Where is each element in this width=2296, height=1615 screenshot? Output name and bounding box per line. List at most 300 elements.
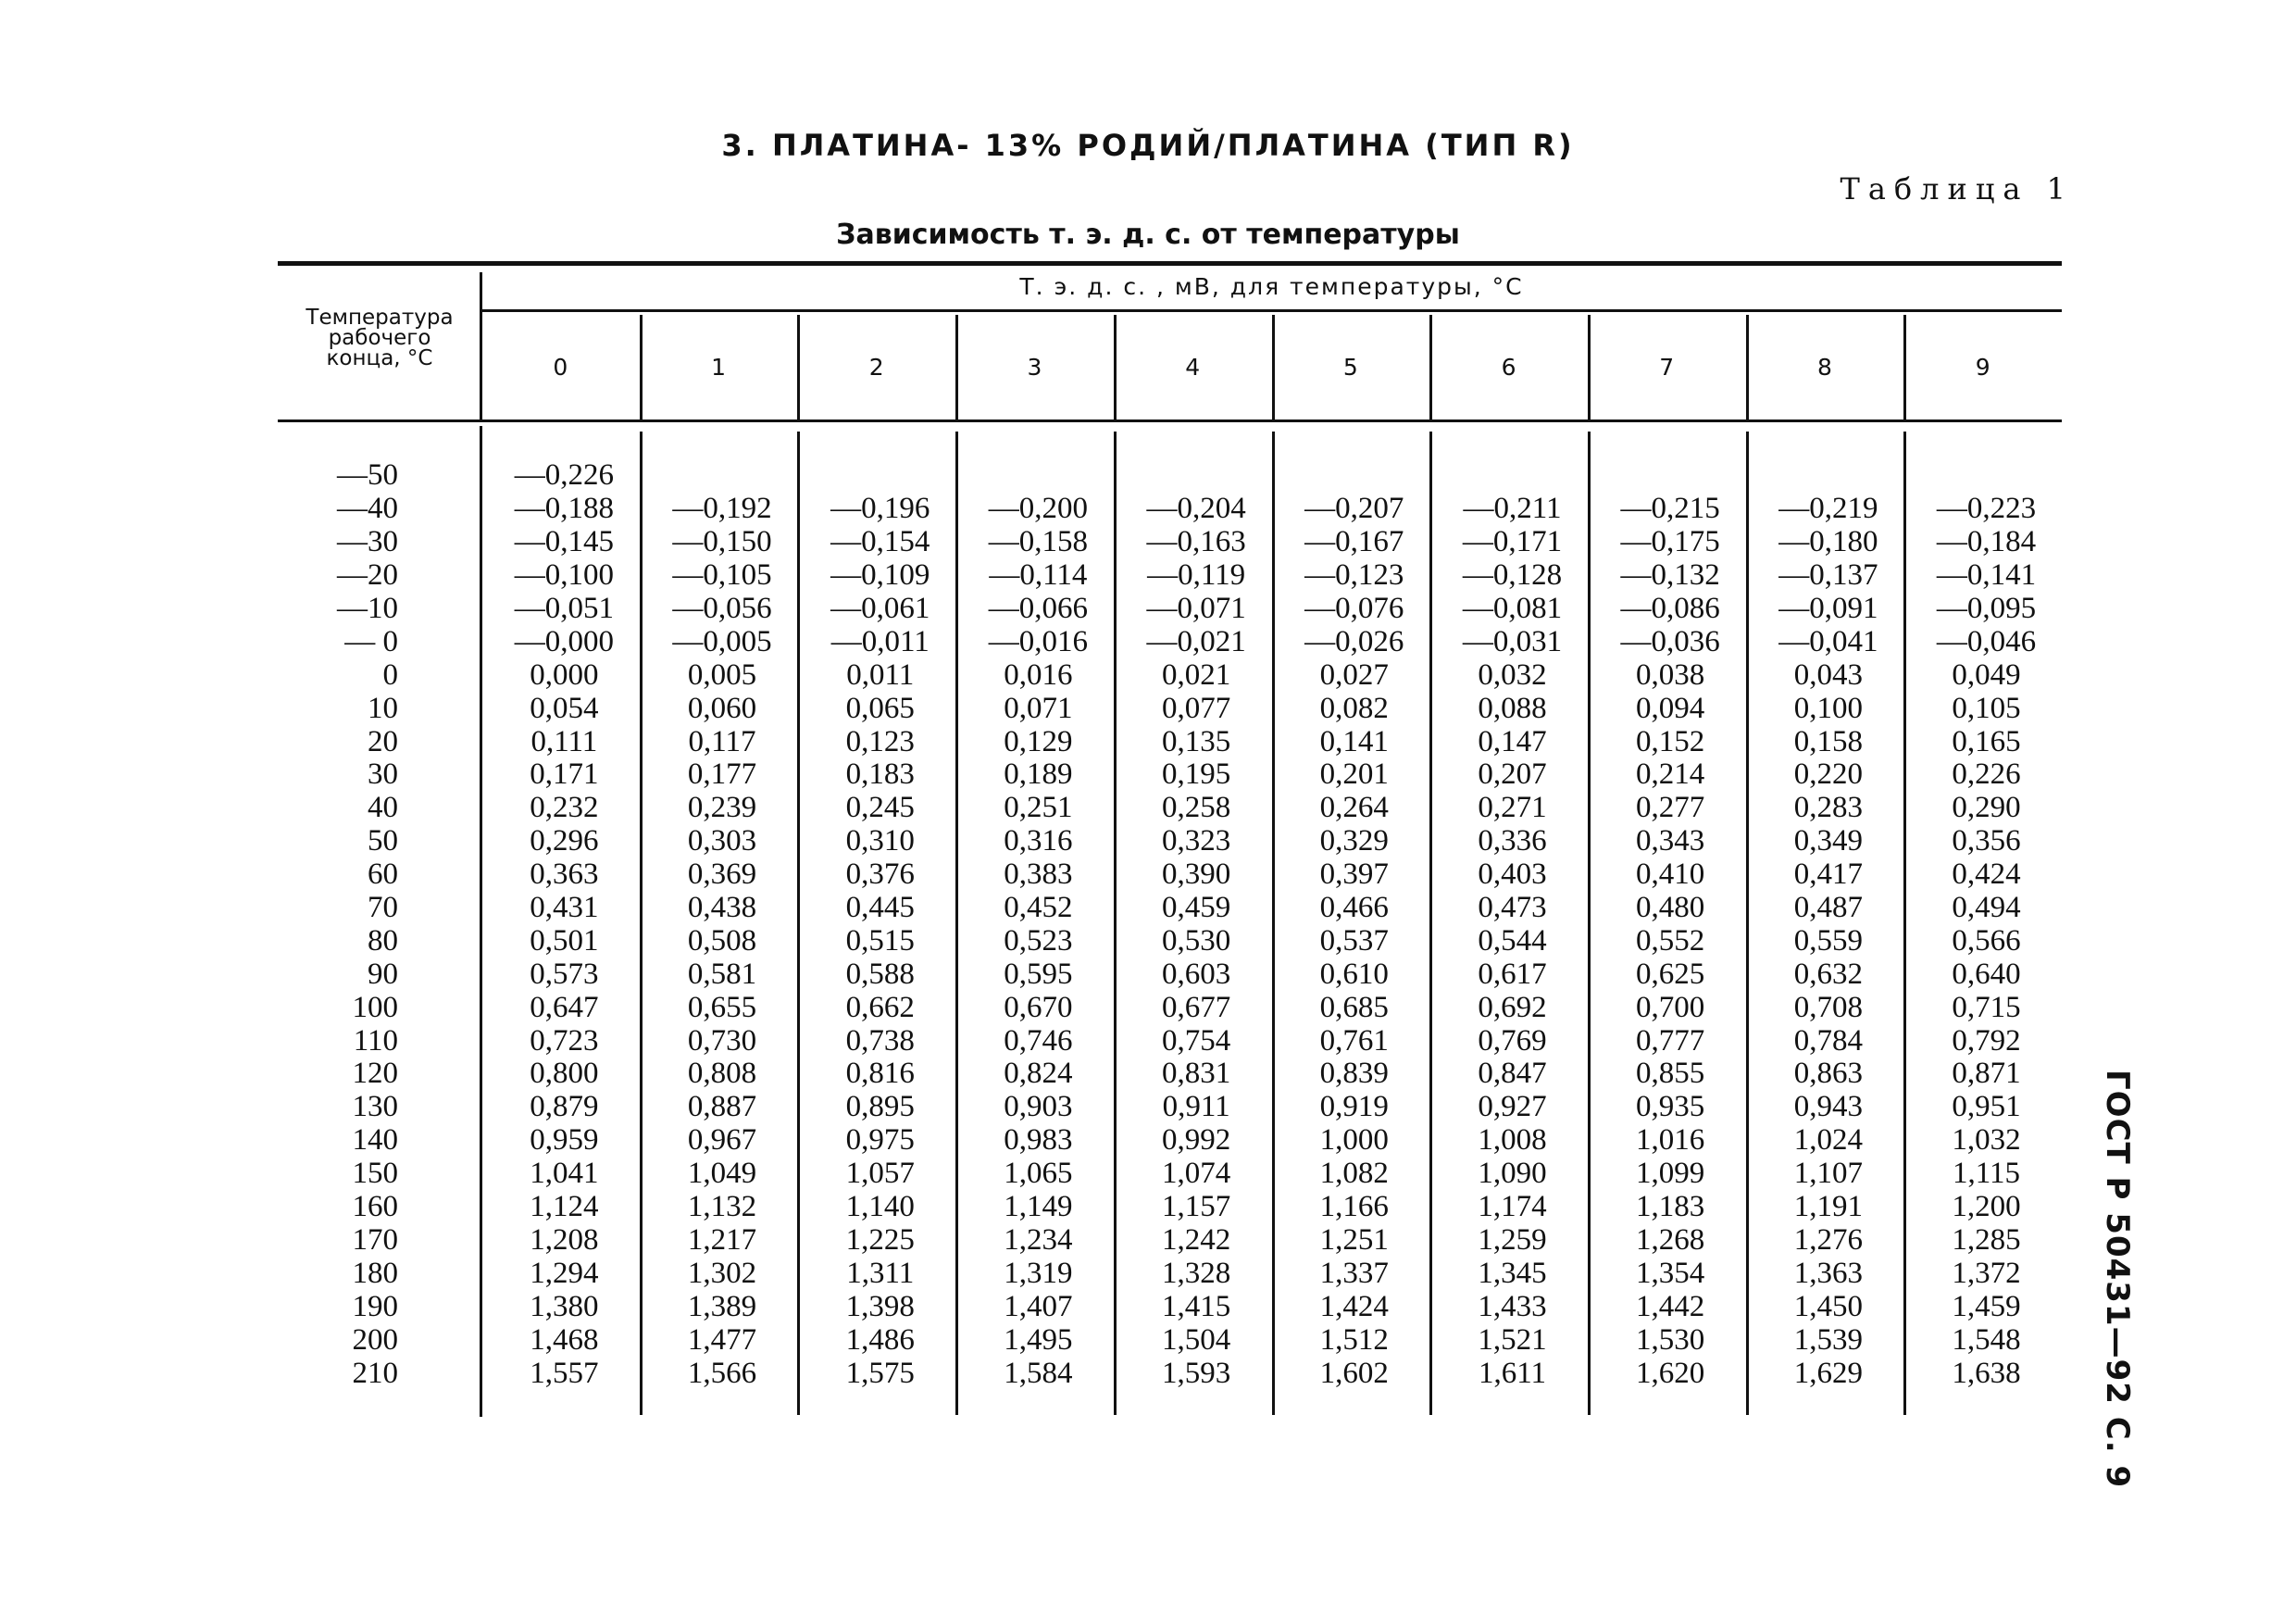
emf-value-cell: 0,201 <box>1319 757 1389 792</box>
emf-value-cell: 1,328 <box>1161 1256 1231 1290</box>
emf-value-cell: 0,000 <box>530 657 599 692</box>
emf-value-cell: 0,424 <box>1952 858 2021 892</box>
emf-value-cell: 1,512 <box>1319 1322 1389 1357</box>
emf-value-cell: 0,863 <box>1793 1057 1863 1091</box>
emf-value-cell: —0,171 <box>1462 525 1563 559</box>
temperature-cell: 210 <box>352 1356 398 1390</box>
emf-value-cell: 0,603 <box>1161 957 1231 991</box>
emf-value-cell: 1,424 <box>1319 1289 1389 1323</box>
emf-value-cell: —0,041 <box>1778 624 1878 658</box>
emf-value-cell: 1,107 <box>1793 1157 1863 1191</box>
emf-value-cell: —0,137 <box>1778 558 1878 593</box>
emf-value-cell: 1,433 <box>1478 1289 1547 1323</box>
emf-value-cell: 1,008 <box>1478 1123 1547 1158</box>
temperature-cell: — 0 <box>344 624 398 658</box>
emf-value-cell: 1,566 <box>687 1356 757 1390</box>
emf-value-cell: 0,021 <box>1161 657 1231 692</box>
emf-value-cell: —0,163 <box>1146 525 1246 559</box>
emf-value-cell: —0,095 <box>1936 592 2037 626</box>
emf-group-header: Т. э. д. с. , мВ, для температуры, °С <box>1019 273 1524 300</box>
header-column-separator <box>1588 315 1591 420</box>
temperature-cell: 70 <box>368 891 398 925</box>
column-header: 1 <box>711 354 726 381</box>
column-header: 3 <box>1027 354 1042 381</box>
table-top-rule <box>278 261 2062 266</box>
temperature-header-line: конца, °С <box>326 346 433 370</box>
emf-value-cell: —0,211 <box>1463 492 1562 526</box>
emf-value-cell: —0,091 <box>1778 592 1878 626</box>
emf-value-cell: 0,769 <box>1478 1023 1547 1058</box>
emf-value-cell: 0,452 <box>1004 891 1073 925</box>
temperature-cell: 130 <box>352 1090 398 1124</box>
emf-value-cell: 1,124 <box>530 1190 599 1224</box>
emf-value-cell: 0,487 <box>1793 891 1863 925</box>
emf-value-cell: —0,011 <box>830 624 930 658</box>
emf-value-cell: 0,016 <box>1004 657 1073 692</box>
emf-value-cell: 0,251 <box>1004 791 1073 825</box>
emf-value-cell: —0,158 <box>988 525 1089 559</box>
emf-value-cell: 1,319 <box>1004 1256 1073 1290</box>
temperature-cell: —30 <box>337 525 398 559</box>
table-row <box>278 1091 2062 1124</box>
table-row <box>278 825 2062 858</box>
emf-value-cell: 1,539 <box>1793 1322 1863 1357</box>
emf-value-cell: 1,548 <box>1952 1322 2021 1357</box>
emf-value-cell: 0,573 <box>530 957 599 991</box>
table-row <box>278 1357 2062 1390</box>
emf-value-cell: —0,100 <box>514 558 614 593</box>
emf-value-cell: 0,232 <box>530 791 599 825</box>
table-row <box>278 792 2062 825</box>
emf-value-cell: 0,011 <box>846 657 915 692</box>
emf-value-cell: 0,670 <box>1004 990 1073 1024</box>
emf-value-cell: 0,383 <box>1004 858 1073 892</box>
emf-value-cell: 0,935 <box>1636 1090 1705 1124</box>
emf-value-cell: 1,584 <box>1004 1356 1073 1390</box>
emf-value-cell: 0,800 <box>530 1057 599 1091</box>
emf-value-cell: 0,397 <box>1319 858 1389 892</box>
emf-value-cell: —0,180 <box>1778 525 1878 559</box>
emf-value-cell: 1,380 <box>530 1289 599 1323</box>
emf-value-cell: 0,967 <box>687 1123 757 1158</box>
emf-value-cell: 0,515 <box>845 923 915 958</box>
temperature-cell: 110 <box>353 1023 398 1058</box>
emf-value-cell: 1,242 <box>1161 1222 1231 1257</box>
emf-value-cell: 0,356 <box>1952 824 2021 858</box>
emf-value-cell: 1,468 <box>530 1322 599 1357</box>
emf-value-cell: 0,158 <box>1793 724 1863 758</box>
emf-value-cell: —0,219 <box>1778 492 1878 526</box>
emf-value-cell: 0,610 <box>1319 957 1389 991</box>
emf-value-cell: 0,715 <box>1952 990 2021 1024</box>
table-caption: Зависимость т. э. д. с. от температуры <box>836 219 1460 251</box>
emf-value-cell: 0,376 <box>845 858 915 892</box>
emf-value-cell: 0,459 <box>1161 891 1231 925</box>
emf-value-cell: 0,792 <box>1952 1023 2021 1058</box>
emf-value-cell: 0,808 <box>687 1057 757 1091</box>
temperature-cell: —40 <box>337 492 398 526</box>
emf-value-cell: 0,165 <box>1952 724 2021 758</box>
emf-value-cell: 0,494 <box>1952 891 2021 925</box>
table-row <box>278 725 2062 758</box>
table-row <box>278 892 2062 925</box>
table-row <box>278 658 2062 692</box>
emf-value-cell: 0,777 <box>1636 1023 1705 1058</box>
emf-value-cell: 0,723 <box>530 1023 599 1058</box>
column-header: 4 <box>1185 354 1201 381</box>
emf-value-cell: 0,390 <box>1161 858 1231 892</box>
emf-value-cell: 1,442 <box>1636 1289 1705 1323</box>
temperature-cell: 60 <box>368 858 398 892</box>
emf-value-cell: 0,640 <box>1952 957 2021 991</box>
temperature-cell: 90 <box>368 957 398 991</box>
emf-value-cell: 1,276 <box>1793 1222 1863 1257</box>
emf-value-cell: 0,005 <box>687 657 757 692</box>
emf-value-cell: —0,016 <box>988 624 1089 658</box>
emf-value-cell: 0,214 <box>1636 757 1705 792</box>
emf-value-cell: 0,473 <box>1478 891 1547 925</box>
emf-value-cell: —0,021 <box>1146 624 1246 658</box>
emf-value-cell: 1,294 <box>530 1256 599 1290</box>
emf-value-cell: 0,708 <box>1793 990 1863 1024</box>
emf-value-cell: 0,911 <box>1162 1090 1230 1124</box>
emf-value-cell: 1,082 <box>1319 1157 1389 1191</box>
table-row <box>278 1158 2062 1191</box>
emf-value-cell: —0,046 <box>1936 624 2037 658</box>
emf-value-cell: 0,088 <box>1478 691 1547 725</box>
emf-value-cell: 0,438 <box>687 891 757 925</box>
emf-value-cell: 0,207 <box>1478 757 1547 792</box>
header-column-separator <box>480 272 482 420</box>
emf-value-cell: 1,557 <box>530 1356 599 1390</box>
emf-value-cell: 1,363 <box>1793 1256 1863 1290</box>
table-row <box>278 1257 2062 1290</box>
emf-value-cell: 1,259 <box>1478 1222 1547 1257</box>
emf-value-cell: —0,128 <box>1462 558 1563 593</box>
thermo-emf-table <box>278 459 2062 1390</box>
emf-value-cell: 1,166 <box>1319 1190 1389 1224</box>
emf-value-cell: 0,264 <box>1319 791 1389 825</box>
emf-value-cell: 0,117 <box>688 724 756 758</box>
table-row <box>278 526 2062 559</box>
emf-value-cell: 0,060 <box>687 691 757 725</box>
emf-value-cell: —0,207 <box>1304 492 1404 526</box>
emf-value-cell: —0,005 <box>672 624 772 658</box>
emf-value-cell: 0,754 <box>1161 1023 1231 1058</box>
table-row <box>278 924 2062 958</box>
emf-value-cell: 1,251 <box>1319 1222 1389 1257</box>
emf-value-cell: 0,887 <box>687 1090 757 1124</box>
emf-value-cell: —0,026 <box>1304 624 1404 658</box>
emf-value-cell: —0,066 <box>988 592 1089 626</box>
temperature-cell: 120 <box>352 1057 398 1091</box>
emf-value-cell: 0,824 <box>1004 1057 1073 1091</box>
emf-value-cell: 0,403 <box>1478 858 1547 892</box>
emf-value-cell: 0,296 <box>530 824 599 858</box>
emf-value-cell: 0,100 <box>1793 691 1863 725</box>
emf-value-cell: —0,109 <box>830 558 930 593</box>
emf-value-cell: —0,081 <box>1462 592 1563 626</box>
emf-value-cell: —0,141 <box>1936 558 2037 593</box>
emf-value-cell: 0,171 <box>530 757 599 792</box>
emf-value-cell: 1,183 <box>1636 1190 1705 1224</box>
table-row <box>278 493 2062 526</box>
emf-value-cell: 0,700 <box>1636 990 1705 1024</box>
emf-value-cell: —0,150 <box>672 525 772 559</box>
emf-value-cell: —0,175 <box>1620 525 1720 559</box>
emf-value-cell: 0,303 <box>687 824 757 858</box>
emf-value-cell: 0,730 <box>687 1023 757 1058</box>
emf-value-cell: 1,521 <box>1478 1322 1547 1357</box>
column-header: 2 <box>868 354 884 381</box>
emf-value-cell: 0,183 <box>845 757 915 792</box>
table-row <box>278 758 2062 792</box>
header-column-separator <box>1272 315 1275 420</box>
emf-value-cell: 0,738 <box>845 1023 915 1058</box>
emf-value-cell: —0,215 <box>1620 492 1720 526</box>
header-column-separator <box>955 315 958 420</box>
emf-value-cell: 0,959 <box>530 1123 599 1158</box>
emf-value-cell: 1,450 <box>1793 1289 1863 1323</box>
emf-value-cell: 0,692 <box>1478 990 1547 1024</box>
header-column-separator <box>1114 315 1117 420</box>
emf-value-cell: 1,311 <box>846 1256 915 1290</box>
emf-value-cell: 0,105 <box>1952 691 2021 725</box>
emf-value-cell: 0,871 <box>1952 1057 2021 1091</box>
emf-value-cell: 0,310 <box>845 824 915 858</box>
emf-value-cell: 0,189 <box>1004 757 1073 792</box>
emf-value-cell: 1,407 <box>1004 1289 1073 1323</box>
emf-value-cell: —0,223 <box>1936 492 2037 526</box>
table-row <box>278 1323 2062 1357</box>
emf-value-cell: 0,071 <box>1004 691 1073 725</box>
emf-value-cell: —0,200 <box>988 492 1089 526</box>
emf-value-cell: 0,466 <box>1319 891 1389 925</box>
emf-value-cell: —0,056 <box>672 592 772 626</box>
emf-value-cell: 0,290 <box>1952 791 2021 825</box>
emf-value-cell: —0,086 <box>1620 592 1720 626</box>
page-title: 3. ПЛАТИНА- 13% РОДИЙ/ПЛАТИНА (ТИП R) <box>721 128 1575 163</box>
emf-value-cell: 1,149 <box>1004 1190 1073 1224</box>
emf-value-cell: 1,174 <box>1478 1190 1547 1224</box>
emf-value-cell: 1,337 <box>1319 1256 1389 1290</box>
emf-value-cell: 0,480 <box>1636 891 1705 925</box>
emf-value-cell: 1,575 <box>845 1356 915 1390</box>
emf-value-cell: 0,111 <box>530 724 598 758</box>
table-row <box>278 1223 2062 1257</box>
emf-value-cell: 0,054 <box>530 691 599 725</box>
emf-value-cell: 0,559 <box>1793 923 1863 958</box>
temperature-cell: —20 <box>337 558 398 593</box>
temperature-cell: —10 <box>337 592 398 626</box>
column-header: 0 <box>553 354 568 381</box>
emf-value-cell: 0,141 <box>1319 724 1389 758</box>
emf-value-cell: 0,417 <box>1793 858 1863 892</box>
emf-value-cell: 1,074 <box>1161 1157 1231 1191</box>
emf-value-cell: 0,983 <box>1004 1123 1073 1158</box>
emf-value-cell: 0,581 <box>687 957 757 991</box>
emf-value-cell: 0,220 <box>1793 757 1863 792</box>
emf-value-cell: 1,638 <box>1952 1356 2021 1390</box>
emf-value-cell: 1,486 <box>845 1322 915 1357</box>
emf-value-cell: 0,343 <box>1636 824 1705 858</box>
emf-value-cell: 0,277 <box>1636 791 1705 825</box>
emf-value-cell: —0,076 <box>1304 592 1404 626</box>
emf-value-cell: 0,410 <box>1636 858 1705 892</box>
emf-value-cell: 1,191 <box>1793 1190 1863 1224</box>
emf-value-cell: 1,268 <box>1636 1222 1705 1257</box>
emf-value-cell: 1,132 <box>687 1190 757 1224</box>
header-bottom-rule <box>278 419 2062 422</box>
emf-value-cell: 0,919 <box>1319 1090 1389 1124</box>
emf-value-cell: 0,677 <box>1161 990 1231 1024</box>
emf-value-cell: 1,049 <box>687 1157 757 1191</box>
header-column-separator <box>1903 315 1906 420</box>
emf-value-cell: —0,071 <box>1146 592 1246 626</box>
table-row <box>278 1024 2062 1058</box>
emf-value-cell: 0,065 <box>845 691 915 725</box>
temperature-cell: 160 <box>352 1190 398 1224</box>
emf-value-cell: 0,316 <box>1004 824 1073 858</box>
emf-value-cell: 0,501 <box>530 923 599 958</box>
emf-value-cell: —0,132 <box>1620 558 1720 593</box>
column-header: 6 <box>1501 354 1516 381</box>
emf-value-cell: —0,000 <box>514 624 614 658</box>
table-row <box>278 858 2062 892</box>
side-stamp: ГОСТ Р 50431—92 С. 9 <box>2099 1070 2136 1489</box>
emf-value-cell: 1,016 <box>1636 1123 1705 1158</box>
emf-value-cell: 0,992 <box>1161 1123 1231 1158</box>
emf-value-cell: 1,302 <box>687 1256 757 1290</box>
emf-value-cell: 0,177 <box>687 757 757 792</box>
emf-value-cell: 0,831 <box>1161 1057 1231 1091</box>
emf-value-cell: —0,145 <box>514 525 614 559</box>
temperature-cell: 80 <box>368 923 398 958</box>
temperature-header-line: Температура <box>306 306 454 330</box>
emf-value-cell: 1,099 <box>1636 1157 1705 1191</box>
emf-value-cell: —0,036 <box>1620 624 1720 658</box>
emf-value-cell: 0,552 <box>1636 923 1705 958</box>
emf-value-cell: 0,761 <box>1319 1023 1389 1058</box>
emf-value-cell: 1,225 <box>845 1222 915 1257</box>
table-row <box>278 1191 2062 1224</box>
emf-value-cell: 0,855 <box>1636 1057 1705 1091</box>
emf-value-cell: 1,208 <box>530 1222 599 1257</box>
emf-value-cell: 1,090 <box>1478 1157 1547 1191</box>
emf-value-cell: 0,927 <box>1478 1090 1547 1124</box>
temperature-header-line: рабочего <box>328 326 431 350</box>
emf-value-cell: 0,588 <box>845 957 915 991</box>
emf-value-cell: 0,195 <box>1161 757 1231 792</box>
emf-value-cell: 0,617 <box>1478 957 1547 991</box>
emf-value-cell: 0,879 <box>530 1090 599 1124</box>
emf-value-cell: 0,258 <box>1161 791 1231 825</box>
emf-value-cell: 0,336 <box>1478 824 1547 858</box>
temperature-cell: 50 <box>368 824 398 858</box>
emf-value-cell: 1,602 <box>1319 1356 1389 1390</box>
temperature-cell: 140 <box>352 1123 398 1158</box>
emf-value-cell: 0,082 <box>1319 691 1389 725</box>
emf-value-cell: 0,784 <box>1793 1023 1863 1058</box>
emf-value-cell: 1,354 <box>1636 1256 1705 1290</box>
temperature-cell: 170 <box>352 1222 398 1257</box>
emf-value-cell: 1,115 <box>1953 1157 2021 1191</box>
temperature-cell: 20 <box>368 724 398 758</box>
emf-value-cell: 0,245 <box>845 791 915 825</box>
emf-value-cell: 0,329 <box>1319 824 1389 858</box>
emf-value-cell: 0,951 <box>1952 1090 2021 1124</box>
emf-value-cell: 1,000 <box>1319 1123 1389 1158</box>
table-row <box>278 692 2062 725</box>
emf-value-cell: 1,157 <box>1161 1190 1231 1224</box>
emf-value-cell: 0,431 <box>530 891 599 925</box>
emf-value-cell: 0,147 <box>1478 724 1547 758</box>
emf-value-cell: —0,105 <box>672 558 772 593</box>
emf-value-cell: —0,114 <box>989 558 1088 593</box>
column-header: 9 <box>1975 354 1990 381</box>
emf-value-cell: 0,530 <box>1161 923 1231 958</box>
emf-value-cell: —0,031 <box>1462 624 1563 658</box>
emf-value-cell: —0,167 <box>1304 525 1404 559</box>
emf-value-cell: 1,477 <box>687 1322 757 1357</box>
table-row <box>278 958 2062 991</box>
emf-value-cell: 0,523 <box>1004 923 1073 958</box>
emf-value-cell: 0,239 <box>687 791 757 825</box>
header-column-separator <box>1429 315 1432 420</box>
emf-value-cell: —0,051 <box>514 592 614 626</box>
emf-value-cell: 0,537 <box>1319 923 1389 958</box>
temperature-cell: 180 <box>352 1256 398 1290</box>
emf-value-cell: 0,363 <box>530 858 599 892</box>
emf-value-cell: 1,495 <box>1004 1322 1073 1357</box>
table-row <box>278 1058 2062 1091</box>
temperature-cell: 100 <box>352 990 398 1024</box>
emf-value-cell: 1,620 <box>1636 1356 1705 1390</box>
emf-value-cell: 0,975 <box>845 1123 915 1158</box>
emf-value-cell: 1,065 <box>1004 1157 1073 1191</box>
emf-value-cell: 1,530 <box>1636 1322 1705 1357</box>
emf-value-cell: 0,895 <box>845 1090 915 1124</box>
emf-value-cell: 0,349 <box>1793 824 1863 858</box>
table-row <box>278 559 2062 593</box>
header-column-separator <box>797 315 800 420</box>
emf-value-cell: —0,184 <box>1936 525 2037 559</box>
table-row <box>278 625 2062 658</box>
emf-value-cell: 0,369 <box>687 858 757 892</box>
temperature-cell: 0 <box>382 657 398 692</box>
emf-value-cell: 0,129 <box>1004 724 1073 758</box>
emf-value-cell: 0,662 <box>845 990 915 1024</box>
emf-value-cell: 1,415 <box>1161 1289 1231 1323</box>
temperature-cell: —50 <box>337 458 398 493</box>
column-header: 7 <box>1659 354 1675 381</box>
temperature-header <box>278 307 481 369</box>
emf-value-cell: 0,943 <box>1793 1090 1863 1124</box>
emf-value-cell: —0,061 <box>830 592 930 626</box>
header-column-separator <box>640 315 643 420</box>
table-row <box>278 1124 2062 1158</box>
temperature-cell: 10 <box>368 691 398 725</box>
emf-value-cell: 1,611 <box>1478 1356 1546 1390</box>
emf-value-cell: 0,746 <box>1004 1023 1073 1058</box>
emf-value-cell: 1,024 <box>1793 1123 1863 1158</box>
group-header-rule <box>481 309 2062 312</box>
temperature-cell: 200 <box>352 1322 398 1357</box>
emf-value-cell: 1,389 <box>687 1289 757 1323</box>
table-row <box>278 991 2062 1024</box>
header-column-separator <box>1746 315 1749 420</box>
emf-value-cell: 1,057 <box>845 1157 915 1191</box>
